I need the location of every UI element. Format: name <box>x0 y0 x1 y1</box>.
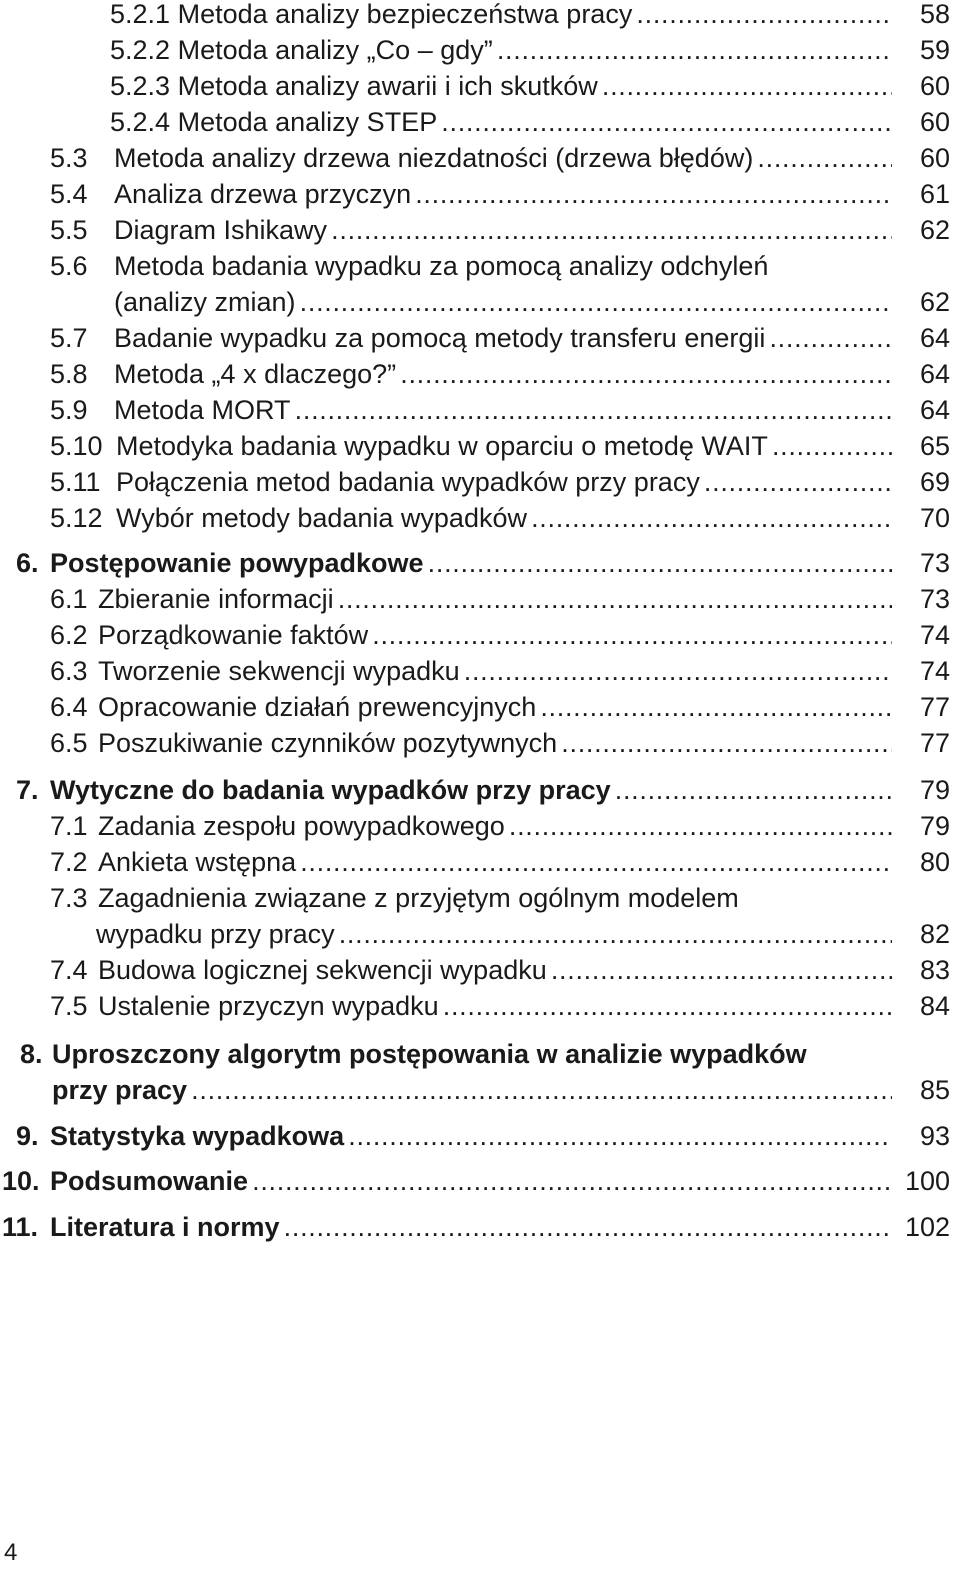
toc-chapter-title: Podsumowanie <box>50 1166 249 1196</box>
dot-leader <box>632 0 892 29</box>
toc-chapter <box>0 1118 960 1154</box>
toc-entry-title: Metoda analizy drzewa niezdatności (drzewa błędów) <box>114 143 754 173</box>
toc-entry <box>0 617 960 653</box>
toc-entry-title: Diagram Ishikawy <box>114 215 328 245</box>
toc-entry-number: 6.4 <box>50 692 88 722</box>
toc-entry <box>0 952 960 988</box>
dot-leader <box>505 811 892 841</box>
dot-leader <box>437 107 892 137</box>
toc-entry <box>0 104 960 140</box>
toc-entry-number: 5.2.4 <box>110 107 171 137</box>
toc-entry-title: Metoda badania wypadku za pomocą analizy odchyleń <box>114 251 769 281</box>
toc-entry-number: 7.3 <box>50 883 88 913</box>
toc-entry <box>0 0 960 32</box>
toc-entry-number: 5.6 <box>50 251 88 281</box>
toc-entry-page: 73 <box>919 584 950 614</box>
toc-entry-page: 74 <box>919 620 950 650</box>
toc-entry-title: Ankieta wstępna <box>98 847 297 877</box>
toc-entry-page: 79 <box>919 811 950 841</box>
toc-chapter <box>0 545 960 581</box>
toc-chapter-number: 7. <box>16 775 39 805</box>
toc-entry <box>0 500 960 536</box>
toc-entry-number: 5.9 <box>50 395 88 425</box>
toc-entry <box>0 428 960 464</box>
toc-entry-number: 7.5 <box>50 991 88 1021</box>
toc-entry-title: Metoda analizy awarii i ich skutków <box>177 71 598 101</box>
toc-entry-number: 7.1 <box>50 811 88 841</box>
toc-chapter <box>0 1163 960 1199</box>
toc-chapter-continuation <box>0 1072 960 1108</box>
toc-entry-page: 84 <box>919 991 950 1021</box>
dot-leader <box>768 431 892 461</box>
toc-entry-page: 60 <box>919 143 950 173</box>
toc-entry-title: Porządkowanie faktów <box>98 620 369 650</box>
toc-entry-page: 83 <box>919 955 950 985</box>
toc-entry-number: 5.7 <box>50 323 88 353</box>
toc-entry <box>0 212 960 248</box>
toc-entry-page: 77 <box>919 728 950 758</box>
toc-entry <box>0 68 960 104</box>
toc-entry-title: Badanie wypadku za pomocą metody transferu energii <box>114 323 766 353</box>
dot-leader <box>598 71 892 101</box>
toc-chapter <box>0 772 960 808</box>
toc-entry-number: 5.11 <box>50 467 101 497</box>
toc-chapter-number: 9. <box>16 1121 39 1151</box>
toc-entry-number: 5.2.3 <box>110 71 171 101</box>
toc-chapter-number: 8. <box>20 1039 43 1069</box>
toc-chapter-number: 6. <box>16 548 39 578</box>
dot-leader <box>460 656 892 686</box>
toc-entry-title: Poszukiwanie czynników pozytywnych <box>98 728 558 758</box>
toc-entry <box>0 689 960 725</box>
dot-leader <box>291 395 892 425</box>
toc-entry-title: Opracowanie działań prewencyjnych <box>98 692 537 722</box>
toc-entry-page: 64 <box>919 359 950 389</box>
toc-entry-page: 60 <box>919 71 950 101</box>
toc-entry-number: 6.5 <box>50 728 88 758</box>
toc-entry-title: Zagadnienia związane z przyjętym ogólnym modelem <box>98 883 739 913</box>
toc-entry-page: 61 <box>919 179 950 209</box>
dot-leader <box>296 847 892 877</box>
toc-entry-page: 59 <box>919 35 950 65</box>
toc-entry-title-continued: wypadku przy pracy <box>96 919 335 949</box>
toc-entry-title: Metoda MORT <box>114 395 291 425</box>
toc-entry-page: 74 <box>919 656 950 686</box>
dot-leader <box>765 323 892 353</box>
toc-chapter-title: Literatura i normy <box>50 1212 280 1242</box>
toc-entry-title: Metoda analizy STEP <box>177 107 438 137</box>
toc-entry-title: Ustalenie przyczyn wypadku <box>98 991 439 1021</box>
toc-entry-number: 5.8 <box>50 359 88 389</box>
toc-entry-number: 5.2.1 <box>110 0 171 29</box>
toc-entry-number: 5.12 <box>50 503 103 533</box>
dot-leader <box>335 919 892 949</box>
toc-entry <box>0 392 960 428</box>
toc-chapter-page: 93 <box>919 1121 950 1151</box>
toc-entry-title: Budowa logicznej sekwencji wypadku <box>98 955 547 985</box>
toc-entry <box>0 725 960 761</box>
dot-leader <box>557 728 892 758</box>
toc-entry <box>0 808 960 844</box>
toc-chapter-page: 73 <box>919 548 950 578</box>
toc-entry-number: 6.1 <box>50 584 88 614</box>
toc-entry <box>0 320 960 356</box>
dot-leader <box>700 467 892 497</box>
toc-entry <box>0 581 960 617</box>
toc-entry-title: Tworzenie sekwencji wypadku <box>98 656 460 686</box>
toc-chapter <box>0 1036 960 1072</box>
toc-chapter <box>0 1209 960 1245</box>
toc-entry-continuation <box>0 916 960 952</box>
toc-entry-number: 6.3 <box>50 656 88 686</box>
toc-chapter-title: Uproszczony algorytm postępowania w analizie wypadków <box>52 1039 807 1069</box>
toc-entry-number: 5.2.2 <box>110 35 171 65</box>
toc-entry-page: 62 <box>919 215 950 245</box>
dot-leader <box>411 179 892 209</box>
toc-entry <box>0 653 960 689</box>
toc-entry-continuation <box>0 284 960 320</box>
toc-entry-page: 64 <box>919 323 950 353</box>
toc-entry-title: Metoda analizy „Co – gdy” <box>177 35 493 65</box>
toc-entry <box>0 248 960 284</box>
dot-leader <box>493 35 892 65</box>
toc-entry-page: 62 <box>919 287 950 317</box>
toc-chapter-number: 10. <box>2 1166 40 1196</box>
toc-entry-page: 69 <box>919 467 950 497</box>
dot-leader <box>344 1121 892 1151</box>
toc-chapter-title: Wytyczne do badania wypadków przy pracy <box>50 775 611 805</box>
dot-leader <box>536 692 892 722</box>
toc-entry-number: 5.5 <box>50 215 88 245</box>
toc-entry-title: Metodyka badania wypadku w oparciu o metodę WAIT <box>116 431 768 461</box>
toc-entry-title: Metoda „4 x dlaczego?” <box>114 359 397 389</box>
toc-entry <box>0 176 960 212</box>
dot-leader <box>424 548 892 578</box>
toc-entry-title: Metoda analizy bezpieczeństwa pracy <box>177 0 633 29</box>
dot-leader <box>396 359 892 389</box>
toc-entry-number: 5.10 <box>50 431 103 461</box>
toc-entry-number: 7.4 <box>50 955 88 985</box>
toc-entry-page: 64 <box>919 395 950 425</box>
dot-leader <box>753 143 892 173</box>
dot-leader <box>280 1212 892 1242</box>
toc-chapter-title: Postępowanie powypadkowe <box>50 548 424 578</box>
toc-entry <box>0 988 960 1024</box>
toc-entry-page: 70 <box>919 503 950 533</box>
dot-leader <box>296 287 892 317</box>
dot-leader <box>187 1075 892 1105</box>
toc-entry-number: 5.4 <box>50 179 88 209</box>
toc-entry-number: 7.2 <box>50 847 88 877</box>
toc-entry <box>0 844 960 880</box>
dot-leader <box>439 991 892 1021</box>
toc-chapter-page: 102 <box>904 1212 950 1242</box>
toc-entry-page: 80 <box>919 847 950 877</box>
toc-entry-title: Zadania zespołu powypadkowego <box>98 811 505 841</box>
dot-leader <box>368 620 892 650</box>
toc-entry-title-continued: (analizy zmian) <box>114 287 296 317</box>
toc-chapter-title: Statystyka wypadkowa <box>50 1121 345 1151</box>
toc-entry <box>0 880 960 916</box>
toc-entry <box>0 464 960 500</box>
toc-chapter-page: 79 <box>919 775 950 805</box>
toc-entry-title: Połączenia metod badania wypadków przy pracy <box>116 467 700 497</box>
toc-entry <box>0 32 960 68</box>
page-number: 4 <box>4 1539 18 1566</box>
toc-entry-page: 60 <box>919 107 950 137</box>
toc-entry-page: 82 <box>919 919 950 949</box>
toc-entry-page: 65 <box>919 431 950 461</box>
toc-entry-page: 58 <box>919 0 950 29</box>
toc-entry-title: Wybór metody badania wypadków <box>116 503 527 533</box>
toc-entry-title: Zbieranie informacji <box>98 584 334 614</box>
toc-entry-number: 5.3 <box>50 143 88 173</box>
toc-entry-page: 77 <box>919 692 950 722</box>
toc-chapter-title-continued: przy pracy <box>52 1075 188 1105</box>
dot-leader <box>327 215 892 245</box>
toc-entry <box>0 356 960 392</box>
dot-leader <box>527 503 892 533</box>
dot-leader <box>334 584 892 614</box>
dot-leader <box>611 775 892 805</box>
dot-leader <box>248 1166 892 1196</box>
toc-chapter-number: 11. <box>2 1212 39 1242</box>
toc-entry-title: Analiza drzewa przyczyn <box>114 179 412 209</box>
toc-chapter-page: 85 <box>919 1075 950 1105</box>
dot-leader <box>547 955 892 985</box>
toc-entry-number: 6.2 <box>50 620 88 650</box>
toc-chapter-page: 100 <box>904 1166 950 1196</box>
toc-entry <box>0 140 960 176</box>
